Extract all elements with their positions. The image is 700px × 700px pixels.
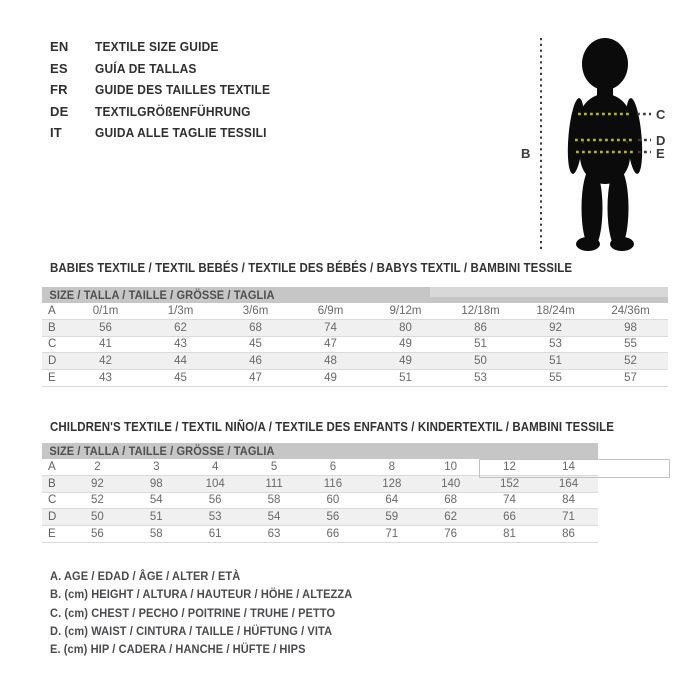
size-header-label: SIZE / TALLA / TAILLE / GRÖSSE / TAGLIA [49, 288, 275, 302]
language-code: ES [50, 60, 68, 76]
table-cell: 51 [149, 511, 163, 524]
table-cell: 18/24m [536, 304, 575, 317]
waist-label-d: D [656, 133, 666, 148]
row-label: D [48, 355, 57, 368]
table-cell: 8 [388, 460, 396, 473]
language-code: DE [50, 103, 69, 119]
legend-hip: E. (cm) HIP / CADERA / HANCHE / HÜFTE / HIPS [50, 642, 306, 657]
table-cell: 41 [99, 338, 112, 351]
table-cell: 81 [503, 528, 516, 541]
table-cell: 56 [208, 494, 222, 507]
size-header-label: SIZE / TALLA / TAILLE / GRÖSSE / TAGLIA [49, 444, 275, 458]
table-cell: 49 [399, 355, 412, 368]
table-cell: 53 [474, 372, 487, 385]
table-cell: 68 [249, 321, 262, 334]
table-cell: 74 [324, 321, 337, 334]
table-cell: 24/36m [611, 304, 650, 317]
table-cell: 54 [149, 494, 163, 507]
row-label: B [48, 321, 56, 334]
table-row [42, 509, 598, 526]
header-highlight-overlay [430, 287, 668, 297]
children-table-header-bar [42, 443, 598, 459]
row-label: C [48, 338, 57, 351]
table-cell: 54 [267, 511, 281, 524]
table-cell: 98 [149, 477, 163, 490]
table-cell: 51 [549, 355, 562, 368]
children-section-title [50, 420, 663, 434]
guide-title-fr: GUIDE DES TAILLES TEXTILE [95, 82, 271, 98]
table-row [42, 492, 598, 509]
table-row [42, 319, 668, 336]
babies-section-title [50, 261, 618, 275]
child-silhouette-graphic [515, 28, 700, 263]
table-row [42, 353, 668, 370]
table-row [42, 459, 598, 475]
table-cell: 6/9m [317, 304, 344, 317]
table-row [42, 303, 668, 319]
table-cell: 104 [205, 477, 225, 490]
table-cell: 12 [503, 460, 516, 473]
table-cell: 45 [174, 372, 187, 385]
babies-table-header-bar [42, 287, 668, 303]
table-row [42, 526, 598, 543]
table-row [42, 370, 668, 387]
guide-title-en: TEXTILE SIZE GUIDE [95, 39, 219, 55]
language-code: FR [50, 82, 68, 98]
table-cell: 56 [326, 511, 340, 524]
table-cell: 56 [99, 321, 112, 334]
table-cell: 49 [399, 338, 412, 351]
table-cell: 98 [624, 321, 637, 334]
table-cell: 52 [624, 355, 637, 368]
legend-age: A. AGE / EDAD / ÂGE / ALTER / ETÀ [50, 569, 241, 583]
table-cell: 111 [265, 477, 283, 490]
table-cell: 71 [385, 528, 399, 541]
table-row [42, 475, 598, 492]
legend-height: B. (cm) HEIGHT / ALTURA / HAUTEUR / HÖHE / ALTEZZA [50, 587, 353, 602]
table-cell: 164 [558, 477, 579, 490]
table-cell: 51 [399, 372, 412, 385]
table-cell: 86 [562, 528, 575, 541]
legend-waist: D. (cm) WAIST / CINTURA / TAILLE / HÜFTUNG / VITA [50, 623, 333, 638]
table-cell: 57 [624, 372, 637, 385]
table-cell: 128 [382, 477, 402, 490]
row-label: C [48, 494, 57, 507]
children-section-title-text: CHILDREN'S TEXTILE / TEXTIL NIÑO/A / TEXTILE DES ENFANTS / KINDERTEXTIL / BAMBINI TESSILE [50, 420, 615, 434]
children-size-table [42, 459, 598, 543]
table-cell: 3 [153, 460, 160, 473]
table-cell: 6 [329, 460, 337, 473]
table-cell: 61 [208, 528, 222, 541]
babies-size-table [42, 303, 668, 387]
language-row [50, 101, 285, 123]
table-cell: 84 [562, 494, 575, 507]
table-cell: 58 [267, 494, 281, 507]
table-cell: 10 [444, 460, 458, 473]
table-cell: 3/6m [242, 304, 269, 317]
row-label: E [48, 528, 56, 541]
guide-title-it: GUIDA ALLE TAGLIE TESSILI [95, 125, 267, 141]
babies-section-title-text: BABIES TEXTILE / TEXTIL BEBÉS / TEXTILE DES BÉBÉS / BABYS TEXTIL / BAMBINI TESSILE [50, 261, 573, 275]
language-row [50, 36, 285, 58]
table-cell: 62 [174, 321, 187, 334]
hip-label-e: E [656, 146, 665, 161]
table-cell: 66 [503, 511, 516, 524]
table-cell: 66 [326, 528, 340, 541]
table-cell: 59 [385, 511, 399, 524]
table-cell: 140 [441, 477, 461, 490]
children-size-table-wrap [42, 443, 598, 543]
table-cell: 9/12m [389, 304, 422, 317]
table-cell: 92 [549, 321, 562, 334]
table-cell: 52 [91, 494, 104, 507]
table-cell: 55 [624, 338, 637, 351]
table-cell: 14 [562, 460, 575, 473]
row-label: A [48, 460, 56, 473]
language-title-block [50, 36, 285, 144]
table-cell: 68 [444, 494, 458, 507]
table-cell: 152 [499, 477, 520, 490]
chest-label-c: C [656, 107, 666, 122]
language-row [50, 79, 285, 101]
measurement-figure [515, 28, 700, 263]
table-cell: 50 [91, 511, 104, 524]
table-cell: 76 [444, 528, 458, 541]
child-silhouette [565, 38, 645, 251]
table-cell: 48 [324, 355, 337, 368]
table-cell: 5 [270, 460, 278, 473]
table-cell: 55 [549, 372, 562, 385]
table-cell: 0/1m [92, 304, 119, 317]
babies-size-table-wrap [42, 287, 668, 387]
measurement-legend [50, 569, 379, 660]
table-cell: 4 [211, 460, 219, 473]
table-cell: 1/3m [167, 304, 194, 317]
row-label: D [48, 511, 57, 524]
table-cell: 47 [324, 338, 337, 351]
table-cell: 46 [249, 355, 262, 368]
language-code: EN [50, 39, 69, 55]
row-label: A [48, 304, 56, 317]
guide-title-es: GUÍA DE TALLAS [95, 60, 197, 76]
guide-title-de: TEXTILGRÖßENFÜHRUNG [95, 103, 251, 119]
table-row [42, 336, 668, 353]
language-code: IT [50, 125, 62, 141]
table-cell: 80 [399, 321, 412, 334]
table-cell: 47 [249, 372, 262, 385]
row-label: E [48, 372, 56, 385]
table-cell: 51 [474, 338, 487, 351]
table-cell: 53 [549, 338, 562, 351]
table-cell: 12/18m [461, 304, 500, 317]
language-row [50, 122, 285, 144]
table-cell: 63 [267, 528, 281, 541]
table-cell: 43 [174, 338, 187, 351]
table-cell: 64 [385, 494, 399, 507]
table-cell: 116 [323, 477, 343, 490]
table-cell: 92 [91, 477, 104, 490]
table-cell: 56 [91, 528, 104, 541]
table-cell: 44 [174, 355, 187, 368]
height-label-b: B [521, 146, 531, 161]
table-cell: 58 [149, 528, 163, 541]
row-label: B [48, 477, 56, 490]
table-cell: 60 [326, 494, 340, 507]
table-cell: 45 [249, 338, 262, 351]
table-cell: 49 [324, 372, 337, 385]
table-cell: 86 [474, 321, 487, 334]
language-row [50, 58, 285, 80]
table-cell: 74 [503, 494, 516, 507]
table-cell: 50 [474, 355, 487, 368]
legend-chest: C. (cm) CHEST / PECHO / POITRINE / TRUHE / PETTO [50, 605, 336, 620]
table-cell: 43 [99, 372, 112, 385]
table-cell: 42 [99, 355, 112, 368]
table-cell: 53 [208, 511, 222, 524]
table-cell: 62 [444, 511, 458, 524]
table-cell: 71 [562, 511, 575, 524]
table-cell: 2 [94, 460, 101, 473]
